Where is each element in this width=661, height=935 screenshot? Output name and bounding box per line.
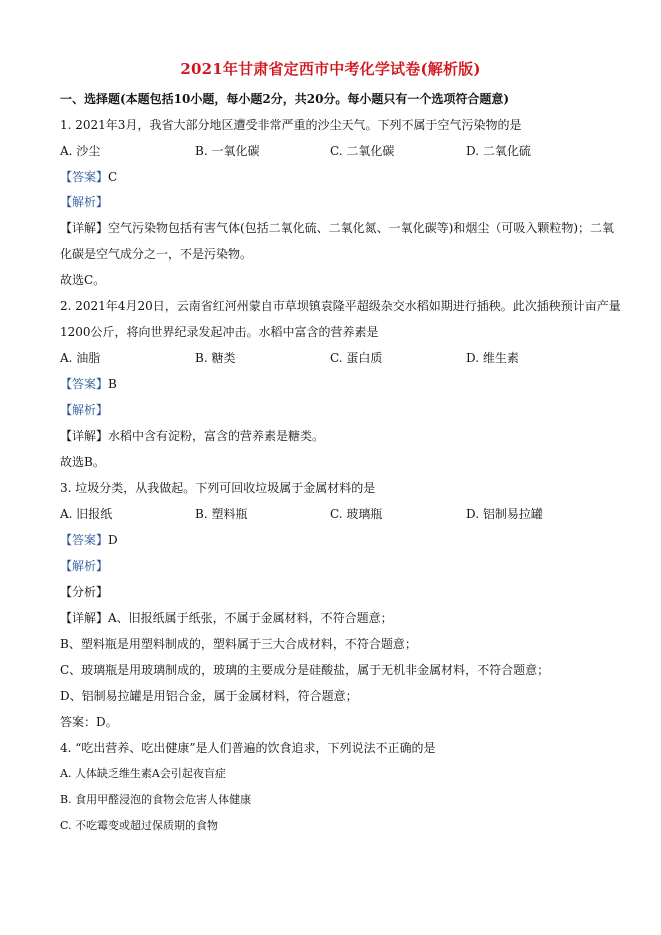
question-1-option-d: D. 二氧化硫 (466, 144, 531, 158)
question-1-option-a: A. 沙尘 (60, 144, 101, 158)
answer-value: B (108, 377, 117, 391)
question-3-stem: 3. 垃圾分类，从我做起。下列可回收垃圾属于金属材料的是 (60, 481, 376, 495)
question-2-stem-line-1: 2. 2021年4月20日，云南省红河州蒙自市草坝镇袁隆平超级杂交水稻如期进行插秧。此次插秧预计亩产量 (60, 299, 621, 313)
answer-value: C (108, 170, 118, 184)
question-2-detail-line-1: 【详解】水稻中含有淀粉，富含的营养素是糖类。 (60, 429, 325, 443)
question-2-answer (60, 376, 620, 392)
question-4-option-a: A. 人体缺乏维生素A会引起夜盲症 (60, 767, 226, 780)
question-3-detail-line-3: C、玻璃瓶是用玻璃制成的，玻璃的主要成分是硅酸盐，属于无机非金属材料，不符合题意； (60, 663, 550, 677)
question-3-detail-line-1: 【详解】A、旧报纸属于纸张，不属于金属材料，不符合题意； (60, 611, 393, 625)
answer-label: 【答案】 (60, 533, 109, 547)
question-1-option-c: C. 二氧化碳 (330, 144, 395, 158)
question-4-stem: 4. “吃出营养、吃出健康”是人们普遍的饮食追求，下列说法不正确的是 (60, 741, 436, 755)
section-header: 一、选择题(本题包括10小题，每小题2分，共20分。每小题只有一个选项符合题意) (60, 92, 510, 106)
answer-value: D (108, 533, 118, 547)
question-3-option-a: A. 旧报纸 (60, 507, 113, 521)
question-3-option-b: B. 塑料瓶 (195, 507, 248, 521)
question-3-analysis-label: 【解析】 (60, 559, 109, 573)
page-title: 2021年甘肃省定西市中考化学试卷(解析版) (180, 60, 481, 78)
question-2-stem-line-2: 1200公斤，将向世界纪录发起冲击。水稻中富含的营养素是 (60, 325, 379, 339)
question-2-option-c: C. 蛋白质 (330, 351, 383, 365)
question-2-conclusion: 故选B。 (60, 455, 105, 469)
question-1-answer (60, 169, 620, 185)
question-3-detail-line-2: B、塑料瓶是用塑料制成的，塑料属于三大合成材料，不符合题意； (60, 637, 417, 651)
question-4-option-b: B. 食用甲醛浸泡的食物会危害人体健康 (60, 793, 252, 806)
question-2-option-b: B. 糖类 (195, 351, 236, 365)
question-3-option-d: D. 铝制易拉罐 (466, 507, 543, 521)
question-2-analysis-label: 【解析】 (60, 403, 109, 417)
question-1-conclusion: 故选C。 (60, 273, 106, 287)
answer-label: 【答案】 (60, 170, 109, 184)
question-1-stem: 1. 2021年3月，我省大部分地区遭受非常严重的沙尘天气。下列不属于空气污染物的是 (60, 118, 522, 132)
question-2-option-d: D. 维生素 (466, 351, 519, 365)
question-4-option-c: C. 不吃霉变或超过保质期的食物 (60, 819, 219, 832)
question-2-option-a: A. 油脂 (60, 351, 101, 365)
question-1-analysis-label: 【解析】 (60, 195, 109, 209)
question-3-option-c: C. 玻璃瓶 (330, 507, 383, 521)
question-1-detail-line-2: 化碳是空气成分之一，不是污染物。 (60, 247, 253, 261)
question-3-fenxi-label: 【分析】 (60, 585, 109, 599)
question-3-answer (60, 532, 620, 548)
question-3-detail-line-4: D、铝制易拉罐是用铝合金，属于金属材料，符合题意； (60, 689, 358, 703)
answer-label: 【答案】 (60, 377, 109, 391)
question-3-conclusion: 答案：D。 (60, 715, 118, 729)
question-1-detail-line-1: 【详解】空气污染物包括有害气体(包括二氧化硫、二氧化氮、一氧化碳等)和烟尘（可吸入颗粒物)；二氧 (60, 221, 615, 235)
question-1-option-b: B. 一氧化碳 (195, 144, 260, 158)
